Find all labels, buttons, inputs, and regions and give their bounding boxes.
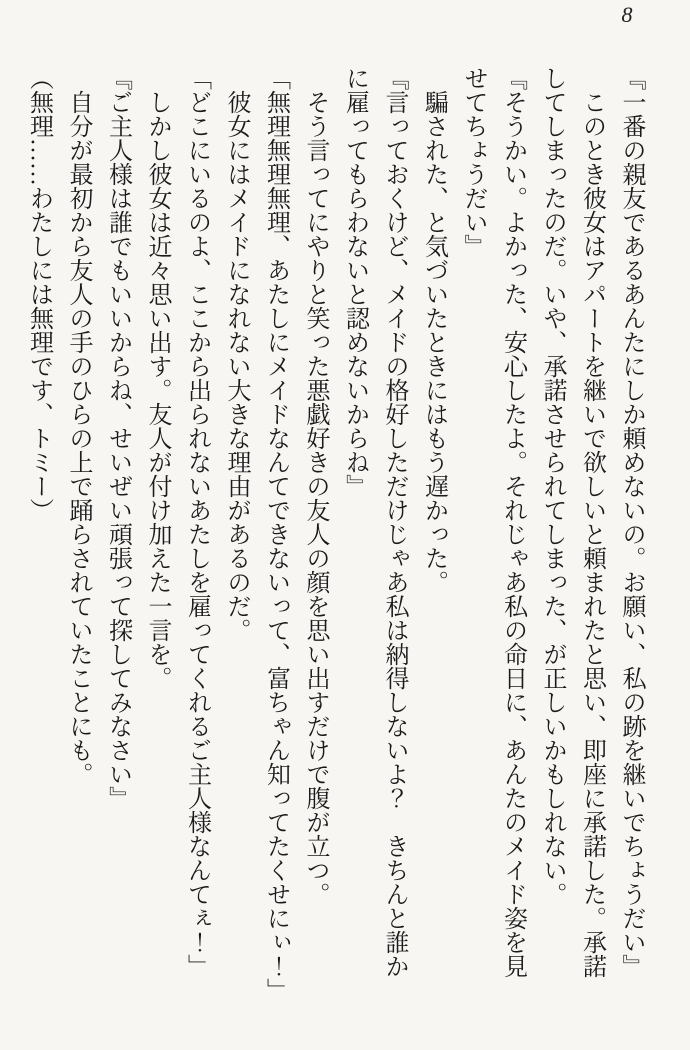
text-column: 「どこにいるのよ、ここから出られないあたしを雇ってくれるご主人様なんてぇ！」	[183, 66, 210, 978]
text-column: 『一番の親友であるあんたにしか頼めないの。お願い、私の跡を継いでちょうだい』	[618, 66, 644, 978]
text-column: （無理……わたしには無理です、トミー）	[25, 66, 52, 522]
page-number: 8	[621, 2, 633, 27]
page-text	[10, 66, 650, 1010]
text-column: に雇ってもらわないと認めないからね』	[341, 66, 368, 498]
text-column: 『言っておくけど、メイドの格好しただけじゃあ私は納得しないよ？ きちんと誰か	[381, 66, 407, 978]
text-column: 「無理無理無理、あたしにメイドなんてできないって、富ちゃん知ってたくせにぃ！」	[262, 66, 289, 1002]
text-column: そう言ってにやりと笑った悪戯好きの友人の顔を思い出すだけで腹が立つ。	[302, 90, 328, 906]
text-column: 騙された、と気づいたときにはもう遅かった。	[420, 90, 447, 594]
text-column: 『そうかい。よかった、安心したよ。それじゃあ私の命日に、あんたのメイド姿を見	[499, 66, 526, 978]
text-column: 自分が最初から友人の手のひらの上で踊らされていたことにも。	[65, 90, 91, 786]
text-column: 『ご主人様は誰でもいいからね、せいぜい頑張って探してみなさい』	[104, 66, 131, 810]
text-column: このとき彼女はアパートを継いで欲しいと頼まれたと思い、即座に承諾した。承諾	[578, 90, 605, 978]
text-column: しかし彼女は近々思い出す。友人が付け加えた一言を。	[144, 90, 170, 690]
text-column: 彼女にはメイドになれない大きな理由があるのだ。	[223, 90, 249, 642]
text-column: してしまったのだ。いや、承諾させられてしまった、が正しいかもしれない。	[539, 66, 565, 906]
text-column: せてちょうだい』	[460, 66, 486, 258]
